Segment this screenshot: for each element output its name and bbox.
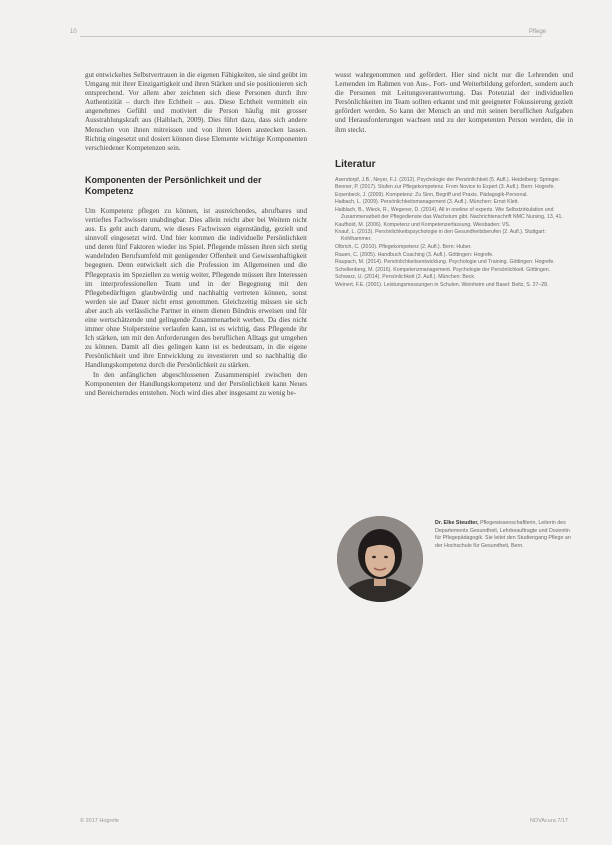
author-name: Dr. Elke Steudter, — [435, 520, 479, 526]
reference-item: Rauen, C. (2005). Handbuch Coaching (3. Aufl.). Göttingen: Hogrefe. — [335, 251, 494, 258]
right-column — [335, 71, 573, 290]
author-description: Pflegewissenschaftlerin, Leiterin des Departements Gesundheit, Lehrbeauftragte und Dozentin für Pflegepädagogik. Sie leitet den Studiengang Pflege an der Hochschule für Gesundheit, Bern. — [435, 520, 571, 549]
reference-item: Olbrich, C. (2010). Pflegekompetenz (2. Aufl.). Bern: Huber. — [335, 244, 472, 250]
author-box — [335, 516, 573, 606]
reference-item: Kaufhold, M. (2006). Kompetenz und Kompetenzerfassung. Wiesbaden: VS. — [335, 221, 511, 228]
body-paragraph-2: In den anfänglichen abgeschlossenen Zusammenspiel zwischen den Komponenten der Handlungskompetenz und der Persönlichkeit kann Neues und Bereicherndes entstehen. Noch wird dies aber insgesamt zu wenig be- — [85, 370, 307, 397]
reference-item: Erpenbeck, J. (2009). Kompetenz: Zu Sinn, Begriff und Praxis. Pädagogik-Personal. — [335, 191, 528, 198]
reference-list — [335, 177, 573, 289]
reference-item: Raupach, M. (2014). Persönlichkeitsentwicklung. Psychologie und Training. Göttingen: Hogrefe. — [335, 259, 555, 266]
header-section: Pflege — [528, 29, 546, 35]
left-column — [85, 71, 307, 398]
reference-item: Schellenberg, M. (2016). Kompetenzmanagement. Psychologie der Persönlichkeit. Göttingen. — [335, 266, 551, 273]
reference-item: Asendorpf, J.B., Neyer, F.J. (2012). Psychologie der Persönlichkeit (5. Aufl.). Heidelberg: Springer. — [335, 176, 561, 183]
reference-item: Knauf, L. (2013). Persönlichkeitspsychologie in den Gesundheitsberufen (2. Aufl.). Stuttgart: Kohlhammer. — [335, 229, 546, 243]
intro-paragraph: gut entwickeltes Selbstvertrauen in die eigenen Fähigkeiten, sie sind geübt im Umgang mit ihrer Einzigartigkeit und ihren Stärken und sie positionieren sich entsprechend. Vor allem aber zeichnen sich diese Personen durch ihre Authentizität – durch ihre Echtheit – aus. Diese Echtheit vermittelt ein angenehmes Gefühl und motiviert die Person häufig mit grosser Ausstrahlungskraft aus (Haiblach, 2009). Dies führt dazu, dass sich andere Menschen von ihnen mitreissen und von ihren Ideen anstecken lassen. Richtig eingesetzt und dosiert können diese Elemente wichtige Komponenten verschiedener Kompetenzen sein. — [85, 71, 307, 152]
reference-item: Weinert, F.E. (2001). Leistungsmessungen in Schulen. Weinheim und Basel: Beltz, S. 27–28. — [335, 281, 549, 288]
portrait-image — [337, 516, 423, 602]
reference-item: Schwarz, U. (2014). Persönlichkeit (2. Aufl.). München: Beck. — [335, 274, 476, 281]
reference-item: Haiblach, B., Wieck, R., Wegener, D. (2014). All in oneline of experts. Wie Selbstzirkulation und Zusammenarbeit der Pflegedienste das Wachstum gibt. Nachrichtenschrift NMC Nursing, 13, 41. — [335, 207, 563, 221]
literature-heading: Literatur — [335, 158, 376, 170]
body-paragraph-1: Um Kompetenz pflegen zu können, ist ausreichendes, abrufbares und vertieftes Fachwissen unabdingbar. Dies allein reicht aber bei Weitem nicht aus. Es geht auch darum, wie dieses Fachwissen eigenständig, gezielt und sinnvoll eingesetzt wird. Und hier kommen die individuelle Persönlichkeit und deren fünf Faktoren wieder ins Spiel. Pflegende müssen ihren sich stetig wandelnden Berufsumfeld mit genügender Offenheit und Gewissenhaftigkeit begegnen. Denn entwickelt sich die Profession im Allgemeinen und die Pflegepraxis im Speziellen zu wenig weiter, Pflegende müssen ihre Interessen im interprofessionellen Team und in der Begegnung mit den Pflegebedürftigen glaubwürdig und nachhaltig vertreten können, sonst werden sie auf Dauer nicht ernst genommen. Gleichzeitig müssen sie sich aber auch als verlässliche Partner in einem dienen Bündnis erweisen und für eine wertschätzende und gelingende Zusammenarbeit werben. Da dies nicht immer ohne Stolpersteine verlaufen kann, ist es wichtig, dass Pflegende ihr Ich stärken, um mit den Anforderungen des beruflichen Alltags gut umgehen zu können. Damit all dies gelingen kann ist es bedeutsam, in die eigene Persönlichkeit und ihre Entwicklung zu investieren und so nachhaltig die Handlungskompetenz durch die Persönlichkeit zu stärken. — [85, 206, 307, 370]
continuation-paragraph: wusst wahrgenommen und gefördert. Hier sind nicht nur die Lehrenden und Lernenden im Rahmen von Aus-, Fort- und Weiterbildung gefordert, sondern auch die Personen mit Leitungsverantwortung. Das Potenzial der individuellen Persönlichkeiten im Team sollten erkannt und mit geeigneter Fokussierung gezielt gefördert werden. So kann der Mensch an und mit seinen beruflichen Aufgaben und Herausforderungen wachsen und zu der kompetenten Person werden, die in ihm steckt. — [335, 71, 573, 134]
footer-issue: NOVAcura 7/17 — [529, 818, 568, 824]
header-page-number: 10 — [70, 29, 77, 35]
running-header — [70, 29, 546, 37]
reference-item: Benner, P. (2017). Stufen zur Pflegekompetenz. From Novice to Expert (3. Aufl.). Bern: Hogrefe. — [335, 184, 555, 191]
author-bio — [435, 520, 573, 550]
section-heading: Komponenten der Persönlichkeit und der Kompetenz — [85, 174, 262, 196]
reference-item: Haibach, L. (2009). Persönlichkeitsmanagement (3. Aufl.). München: Ernst Klett. — [335, 199, 519, 206]
footer-copyright: © 2017 Hogrefe — [80, 818, 119, 824]
author-portrait — [337, 516, 423, 602]
